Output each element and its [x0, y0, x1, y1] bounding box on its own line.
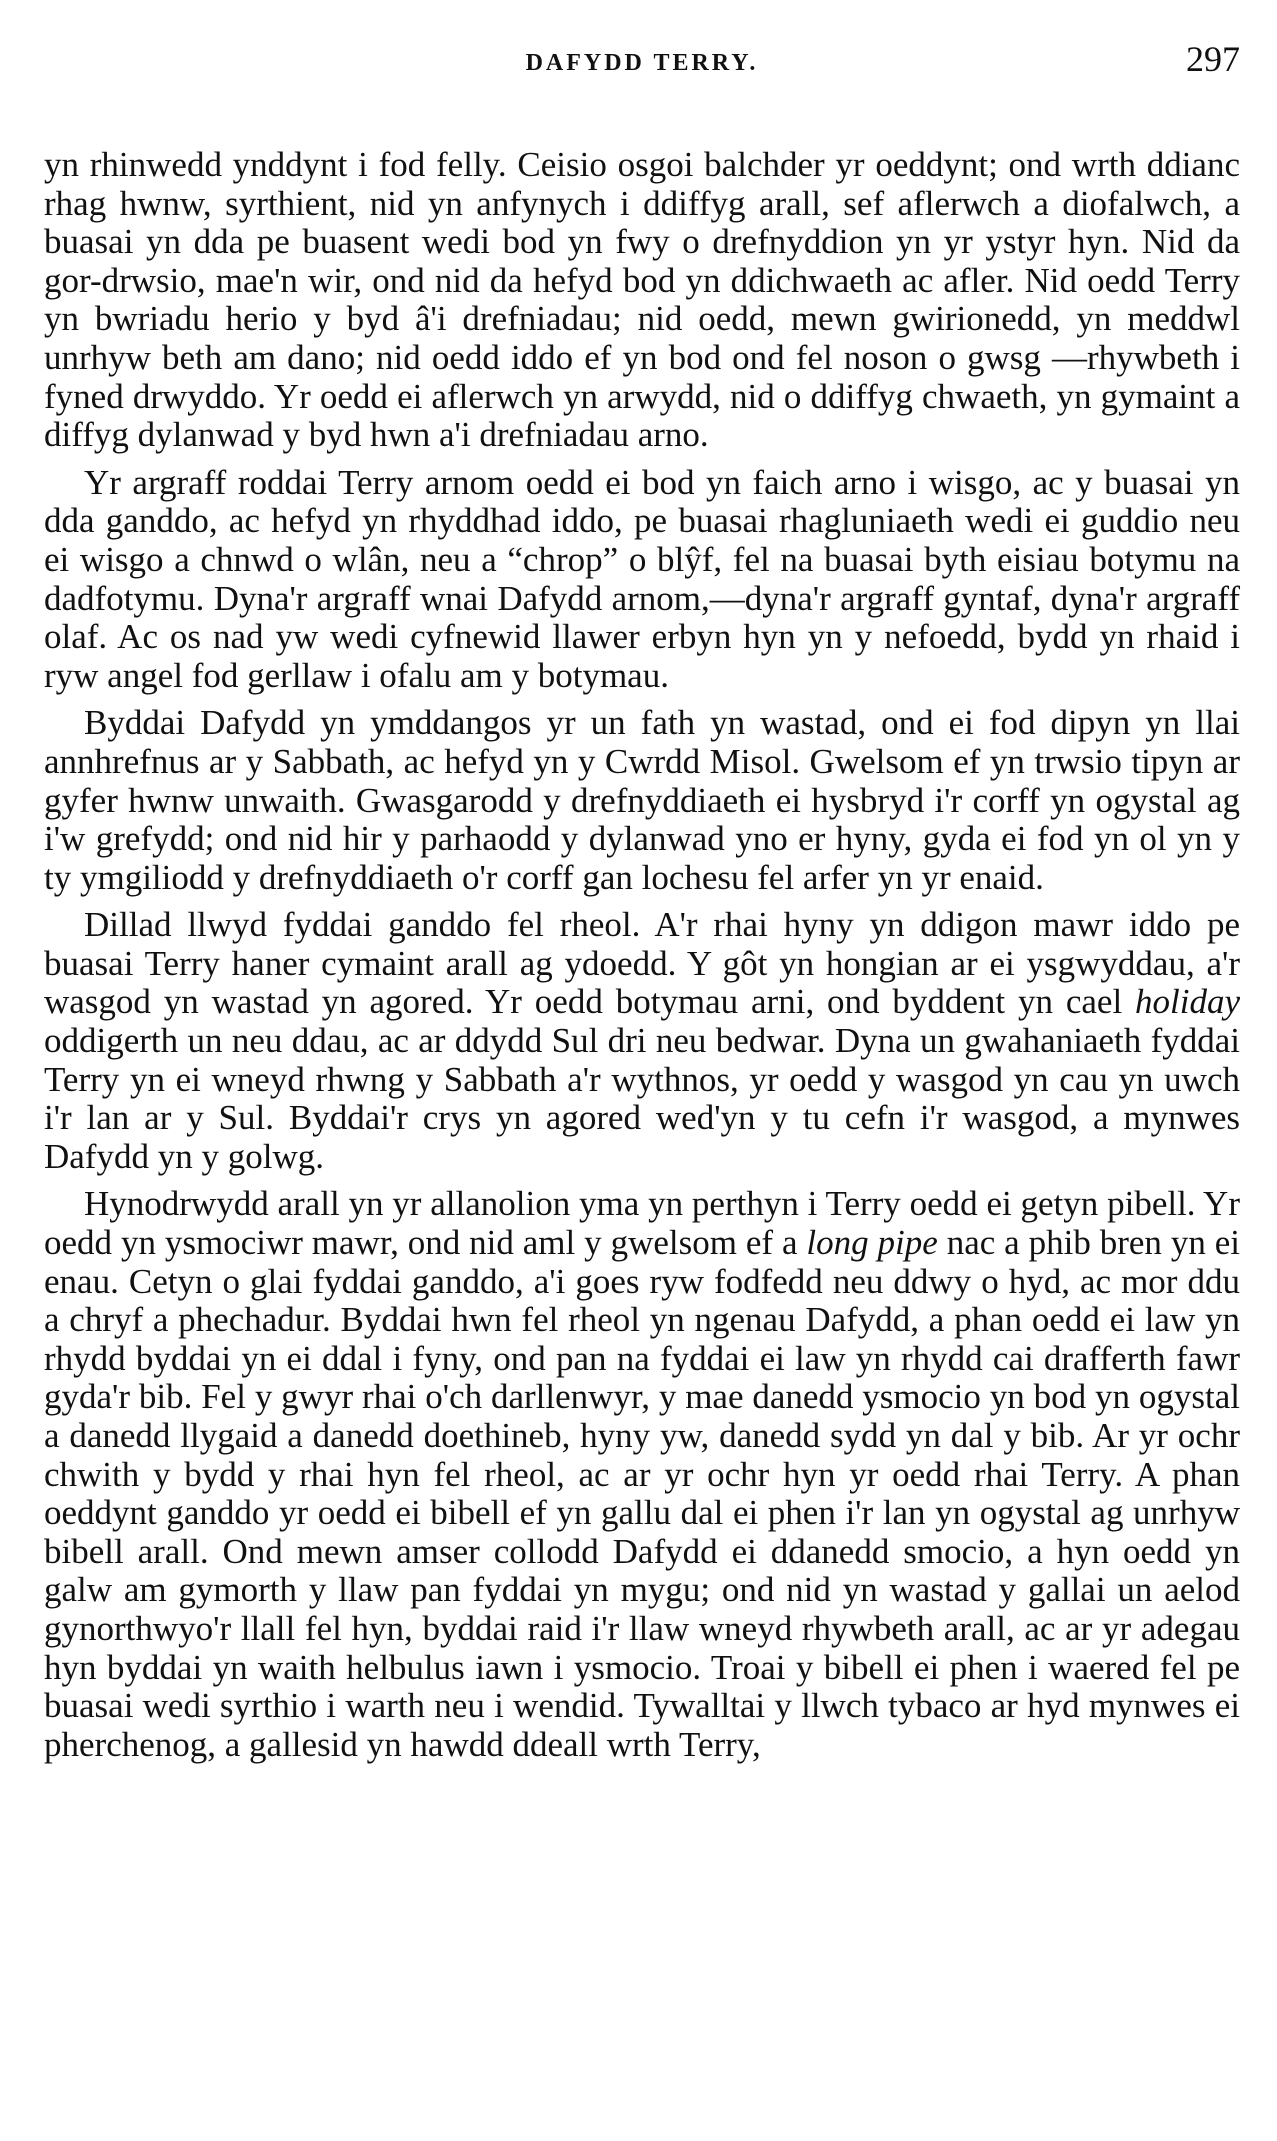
running-head: DAFYDD TERRY.: [525, 50, 759, 76]
paragraph-text: nac a phib bren yn ei enau. Cetyn o glai fyddai ganddo, a'i goes ryw fodfedd neu ddwy o hyd, ac mor ddu a chryf a phechadur. Byddai hwn fel rheol yn ngenau Dafydd, a phan oedd ei law yn rhydd byddai yn ei ddal i fyny, ond pan na fyddai ei law yn rhydd cai drafferth fawr gyda'r bib. Fel y gwyr rhai o'ch darllenwyr, y mae danedd ysmocio yn bod yn ogystal a danedd llygaid a danedd doethineb, hyny yw, danedd sydd yn dal y bib. Ar yr ochr chwith y bydd y rhai hyn fel rheol, ac ar yr ochr hyn yr oedd rhai Terry. A phan oeddynt ganddo yr oedd ei bibell ef yn gallu dal ei phen i'r lan yn ogystal ag unrhyw bibell arall. Ond mewn amser collodd Dafydd ei ddanedd smocio, a hyn oedd yn galw am gymorth y llaw pan fyddai yn mygu; ond nid yn wastad y gallai un aelod gynorthwyo'r llall fel hyn, byddai raid i'r llaw wneyd rhywbeth arall, ac ar yr adegau hyn byddai yn waith helbulus iawn i ysmocio. Troai y bibell ei phen i waered fel pe buasai wedi syrthio i warth neu i wendid. Tywalltai y llwch tybaco ar hyd mynwes ei pherchenog, a gallesid yn hawdd ddeall wrth Terry,: [44, 1223, 1240, 1764]
paragraph-4: [44, 906, 1240, 1176]
paragraph-2: [44, 464, 1240, 696]
paragraph-text: Yr argraff roddai Terry arnom oedd ei bod yn faich arno i wisgo, ac y buasai yn dda ganddo, ac hefyd yn rhyddhad iddo, pe buasai rhagluniaeth wedi ei guddio neu ei wisgo a chnwd o wlân, neu a “chrop” o blŷf, fel na buasai byth eisiau botymu na dadfotymu. Dyna'r argraff wnai Dafydd arnom,—dyna'r argraff gyntaf, dyna'r argraff olaf. Ac os nad yw wedi cyfnewid llawer erbyn hyn yn y nefoedd, bydd yn rhaid i ryw angel fod gerllaw i ofalu am y botymau.: [44, 462, 1240, 695]
paragraph-3: [44, 704, 1240, 897]
paragraph-text: oddigerth un neu ddau, ac ar ddydd Sul dri neu bedwar. Dyna un gwahaniaeth fyddai Terry yn ei wneyd rhwng y Sabbath a'r wythnos, yr oedd y wasgod yn cau yn uwch i'r lan ar y Sul. Byddai'r crys yn agored wed'yn y tu cefn i'r wasgod, a mynwes Dafydd yn y golwg.: [44, 1021, 1240, 1176]
paragraph-text: Dillad llwyd fyddai ganddo fel rheol. A'r rhai hyny yn ddigon mawr iddo pe buasai Terry haner cymaint arall ag ydoedd. Y gôt yn hongian ar ei ysgwyddau, a'r wasgod yn wastad yn agored. Yr oedd botymau arni, ond byddent yn cael: [44, 905, 1240, 1022]
italic-term: holiday: [1135, 982, 1240, 1022]
paragraph-5: [44, 1185, 1240, 1764]
book-page: [44, 38, 1240, 1764]
page-header: [44, 38, 1240, 100]
paragraph-1: [44, 146, 1240, 455]
paragraph-text: yn rhinwedd ynddynt i fod felly. Ceisio osgoi balchder yr oeddynt; ond wrth ddianc rhag hwnw, syrthient, nid yn anfynych i ddiffyg arall, sef aflerwch a diofalwch, a buasai yn dda pe buasent wedi bod yn fwy o drefnyddion yn yr ystyr hyn. Nid da gor-drwsio, mae'n wir, ond nid da hefyd bod yn ddichwaeth ac afler. Nid oedd Terry yn bwriadu herio y byd â'i drefniadau; nid oedd, mewn gwirionedd, yn meddwl unrhyw beth am dano; nid oedd iddo ef yn bod ond fel noson o gwsg —rhywbeth i fyned drwyddo. Yr oedd ei aflerwch yn arwydd, nid o ddiffyg chwaeth, yn gymaint a diffyg dylanwad y byd hwn a'i drefniadau arno.: [44, 145, 1240, 455]
italic-term: long pipe: [806, 1223, 938, 1263]
page-number: 297: [1186, 39, 1240, 79]
paragraph-text: Byddai Dafydd yn ymddangos yr un fath yn wastad, ond ei fod dipyn yn llai annhrefnus ar y Sabbath, ac hefyd yn y Cwrdd Misol. Gwelsom ef yn trwsio tipyn ar gyfer hwnw unwaith. Gwasgarodd y drefnyddiaeth ei hysbryd i'r corff yn ogystal ag i'w grefydd; ond nid hir y parhaodd y dylanwad yno er hyny, gyda ei fod yn ol yn y ty ymgiliodd y drefnyddiaeth o'r corff gan lochesu fel arfer yn yr enaid.: [44, 703, 1240, 897]
body-text: [44, 146, 1240, 1764]
paragraph-text: Hynodrwydd arall yn yr allanolion yma yn perthyn i Terry oedd ei getyn pibell. Yr oedd yn ysmociwr mawr, ond nid aml y gwelsom ef a: [44, 1184, 1240, 1263]
